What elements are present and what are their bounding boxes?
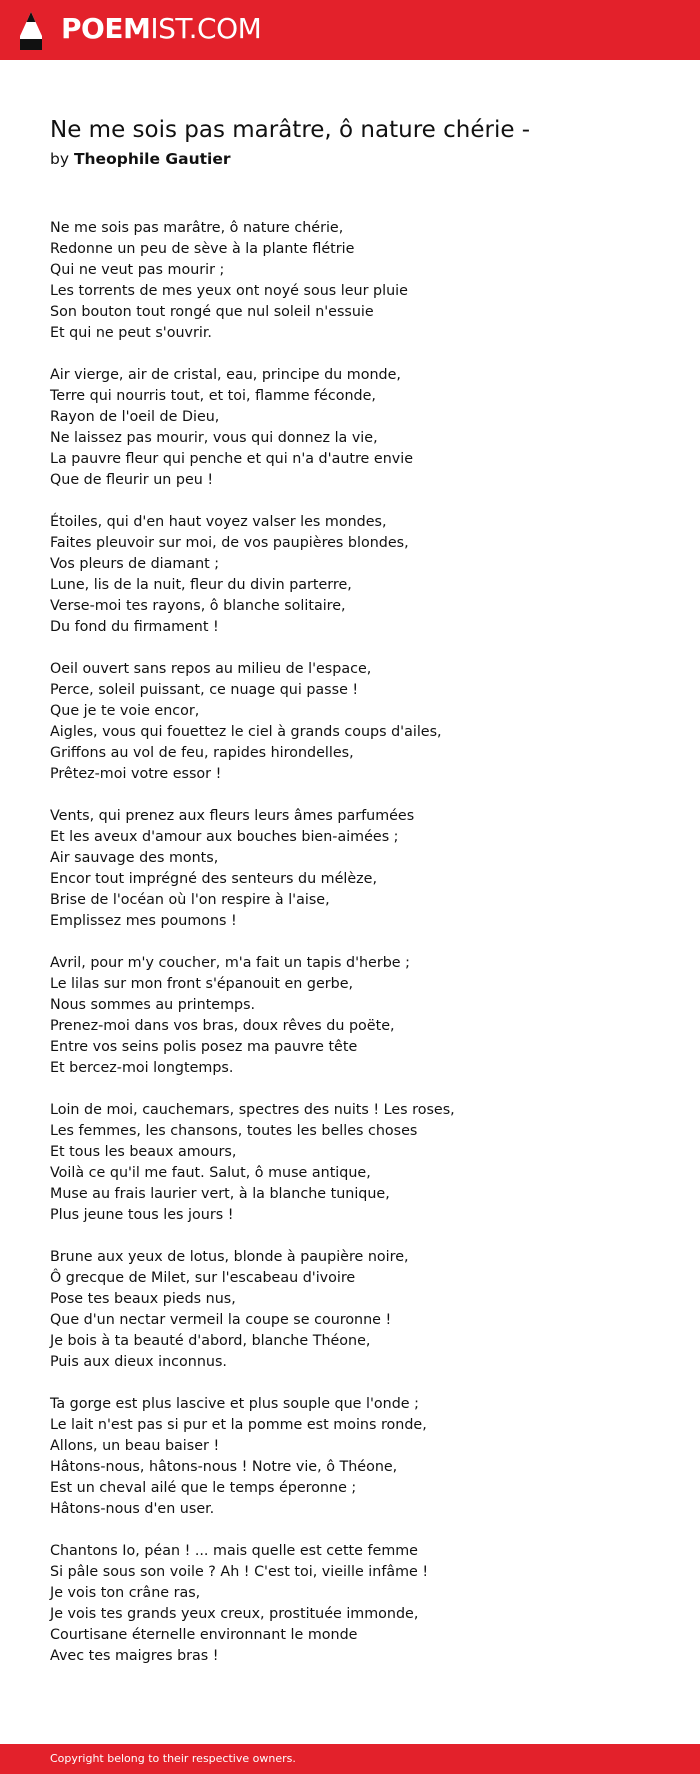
poem-stanza <box>50 1394 670 1520</box>
poem-line: Hâtons-nous d'en user. <box>50 1501 215 1517</box>
poem-line: Brune aux yeux de lotus, blonde à paupière noire, <box>50 1249 409 1265</box>
logo-bold-text: POEM <box>61 12 151 45</box>
poem-line: Plus jeune tous les jours ! <box>50 1207 234 1223</box>
poem-line: Ta gorge est plus lascive et plus souple que l'onde ; <box>50 1396 419 1412</box>
poem-line: Lune, lis de la nuit, fleur du divin parterre, <box>50 577 352 593</box>
poem-line: Brise de l'océan où l'on respire à l'aise, <box>50 892 330 908</box>
poem-line: Son bouton tout rongé que nul soleil n'essuie <box>50 304 374 320</box>
poem-line: Le lilas sur mon front s'épanouit en gerbe, <box>50 976 354 992</box>
poem-line: Verse-moi tes rayons, ô blanche solitaire, <box>50 598 346 614</box>
poem-line: Vents, qui prenez aux fleurs leurs âmes parfumées <box>50 808 415 824</box>
poem-line: Que je te voie encor, <box>50 703 200 719</box>
poem-line: Air sauvage des monts, <box>50 850 219 866</box>
pencil-logo-icon[interactable] <box>18 10 44 52</box>
poem-line: Est un cheval ailé que le temps éperonne ; <box>50 1480 357 1496</box>
poem-line: Loin de moi, cauchemars, spectres des nuits ! Les roses, <box>50 1102 455 1118</box>
poem-line: Rayon de l'oeil de Dieu, <box>50 409 220 425</box>
poem-line: Oeil ouvert sans repos au milieu de l'espace, <box>50 661 372 677</box>
poem-line: Aigles, vous qui fouettez le ciel à grands coups d'ailes, <box>50 724 442 740</box>
poem-line: Ne me sois pas marâtre, ô nature chérie, <box>50 220 344 236</box>
site-footer <box>0 1744 700 1774</box>
poem-line: Étoiles, qui d'en haut voyez valser les mondes, <box>50 514 387 530</box>
poem-line: Redonne un peu de sève à la plante flétrie <box>50 241 355 257</box>
poem-line: Le lait n'est pas si pur et la pomme est moins ronde, <box>50 1417 427 1433</box>
poem-line: Je vois tes grands yeux creux, prostituée immonde, <box>50 1606 419 1622</box>
by-label: by <box>50 150 70 168</box>
poem-line: Les torrents de mes yeux ont noyé sous leur pluie <box>50 283 408 299</box>
poem-stanza <box>50 1100 670 1226</box>
poem-stanza <box>50 1247 670 1373</box>
poem-line: Courtisane éternelle environnant le monde <box>50 1627 358 1643</box>
poem-line: Griffons au vol de feu, rapides hirondelles, <box>50 745 354 761</box>
poem-title: Ne me sois pas marâtre, ô nature chérie - <box>50 117 531 143</box>
poem-line: Allons, un beau baiser ! <box>50 1438 220 1454</box>
poem-line: Puis aux dieux inconnus. <box>50 1354 227 1370</box>
logo-light-text: IST.COM <box>150 12 262 45</box>
poem-line: Si pâle sous son voile ? Ah ! C'est toi, vieille infâme ! <box>50 1564 429 1580</box>
poem-line: Que d'un nectar vermeil la coupe se couronne ! <box>50 1312 392 1328</box>
poem-line: Air vierge, air de cristal, eau, principe du monde, <box>50 367 401 383</box>
poem-line: Que de fleurir un peu ! <box>50 472 214 488</box>
author-name: Theophile Gautier <box>73 150 231 168</box>
poem-stanza <box>50 1541 670 1667</box>
poem-line: Prêtez-moi votre essor ! <box>50 766 222 782</box>
poem-line: Faites pleuvoir sur moi, de vos paupières blondes, <box>50 535 409 551</box>
poem-line: Encor tout imprégné des senteurs du mélèze, <box>50 871 378 887</box>
poem-stanza <box>50 512 670 638</box>
poem-line: Je bois à ta beauté d'abord, blanche Théone, <box>50 1333 371 1349</box>
poem-stanza <box>50 953 670 1079</box>
poem-line: Qui ne veut pas mourir ; <box>50 262 225 278</box>
site-header <box>0 0 700 60</box>
poem-line: Entre vos seins polis posez ma pauvre tête <box>50 1039 358 1055</box>
poem-line: Muse au frais laurier vert, à la blanche tunique, <box>50 1186 390 1202</box>
poem-line: Ô grecque de Milet, sur l'escabeau d'ivoire <box>50 1270 356 1286</box>
poem-line: Perce, soleil puissant, ce nuage qui passe ! <box>50 682 359 698</box>
poem-line: Emplissez mes poumons ! <box>50 913 237 929</box>
poem-line: Et les aveux d'amour aux bouches bien-aimées ; <box>50 829 399 845</box>
byline <box>50 148 230 170</box>
poem-line: Et tous les beaux amours, <box>50 1144 237 1160</box>
poem-line: Avec tes maigres bras ! <box>50 1648 219 1664</box>
poem-line: Ne laissez pas mourir, vous qui donnez la vie, <box>50 430 378 446</box>
poem-line: Voilà ce qu'il me faut. Salut, ô muse antique, <box>50 1165 371 1181</box>
poem-line: Les femmes, les chansons, toutes les belles choses <box>50 1123 418 1139</box>
poem-body <box>50 218 670 1688</box>
poem-line: Chantons Io, péan ! ... mais quelle est cette femme <box>50 1543 418 1559</box>
poem-line: Terre qui nourris tout, et toi, flamme féconde, <box>50 388 376 404</box>
poem-line: Nous sommes au printemps. <box>50 997 256 1013</box>
poem-line: Pose tes beaux pieds nus, <box>50 1291 236 1307</box>
poem-line: Prenez-moi dans vos bras, doux rêves du poëte, <box>50 1018 395 1034</box>
poem-line: Du fond du firmament ! <box>50 619 219 635</box>
site-logo[interactable] <box>61 11 261 47</box>
poem-line: La pauvre fleur qui penche et qui n'a d'autre envie <box>50 451 413 467</box>
copyright-text: Copyright belong to their respective owners. <box>50 1752 296 1765</box>
poem-stanza <box>50 659 670 785</box>
poem-stanza <box>50 218 670 344</box>
poem-line: Je vois ton crâne ras, <box>50 1585 201 1601</box>
poem-line: Et bercez-moi longtemps. <box>50 1060 234 1076</box>
poem-line: Hâtons-nous, hâtons-nous ! Notre vie, ô Théone, <box>50 1459 398 1475</box>
poem-stanza <box>50 806 670 932</box>
poem-line: Vos pleurs de diamant ; <box>50 556 220 572</box>
poem-line: Avril, pour m'y coucher, m'a fait un tapis d'herbe ; <box>50 955 410 971</box>
poem-stanza <box>50 365 670 491</box>
poem-line: Et qui ne peut s'ouvrir. <box>50 325 212 341</box>
